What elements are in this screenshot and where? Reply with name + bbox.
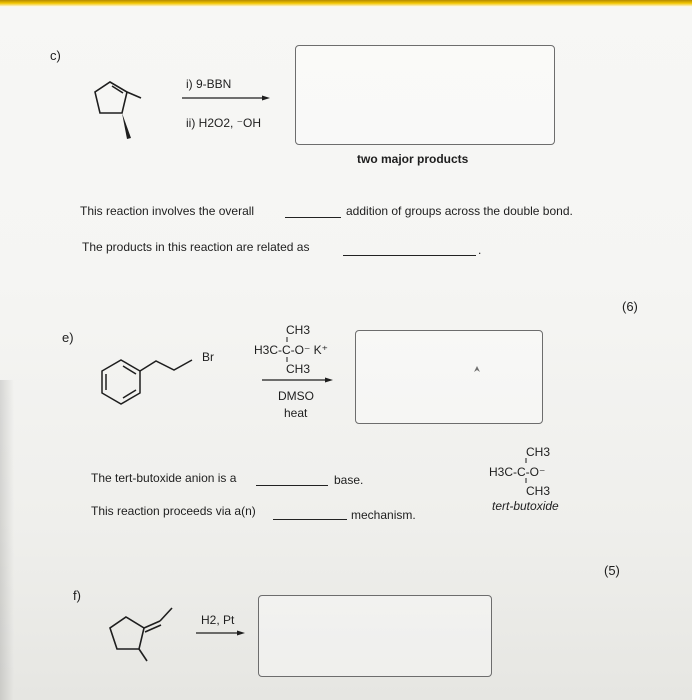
condition-heat: heat: [284, 406, 308, 420]
question-1-end: base.: [334, 473, 364, 487]
question-2-end: mechanism.: [351, 508, 416, 522]
sentence-2-start: The products in this reaction are related as: [82, 240, 310, 254]
reagent-ch3-bottom: CH3: [286, 362, 311, 376]
sentence-1-end: addition of groups across the double bond.: [346, 204, 573, 218]
part-c-label: c): [50, 48, 61, 63]
points-5: (5): [604, 563, 620, 578]
points-6: (6): [622, 299, 638, 314]
struct-tert-butoxide: H3C-C-O⁻: [489, 465, 546, 479]
part-e-label: e): [62, 330, 74, 345]
reagent-ch3-top: CH3: [286, 323, 311, 337]
reagent-peroxide: ii) H2O2, ⁻OH: [186, 116, 262, 130]
reagent-9bbn: i) 9-BBN: [186, 77, 232, 91]
solvent-dmso: DMSO: [278, 389, 314, 403]
answer-box-f[interactable]: [258, 595, 492, 677]
part-f-label: f): [73, 588, 81, 603]
question-1-start: The tert-butoxide anion is a: [91, 471, 237, 485]
reaction-arrow-f: [196, 631, 245, 636]
struct-name: tert-butoxide: [492, 499, 559, 513]
answer-caption-c: two major products: [357, 152, 469, 166]
question-2-start: This reaction proceeds via a(n): [91, 504, 256, 518]
bromide-label: Br: [202, 350, 214, 364]
sentence-1-start: This reaction involves the overall: [80, 204, 255, 218]
reagent-h2-pt: H2, Pt: [201, 613, 235, 627]
struct-ch3-top: CH3: [526, 445, 551, 459]
isopropylidene-cyclopentane: [110, 608, 172, 661]
reagent-potassium-tert-butoxide: H3C-C-O⁻ K⁺: [254, 343, 329, 357]
sentence-2-period: .: [478, 243, 482, 257]
struct-ch3-bottom: CH3: [526, 484, 551, 498]
